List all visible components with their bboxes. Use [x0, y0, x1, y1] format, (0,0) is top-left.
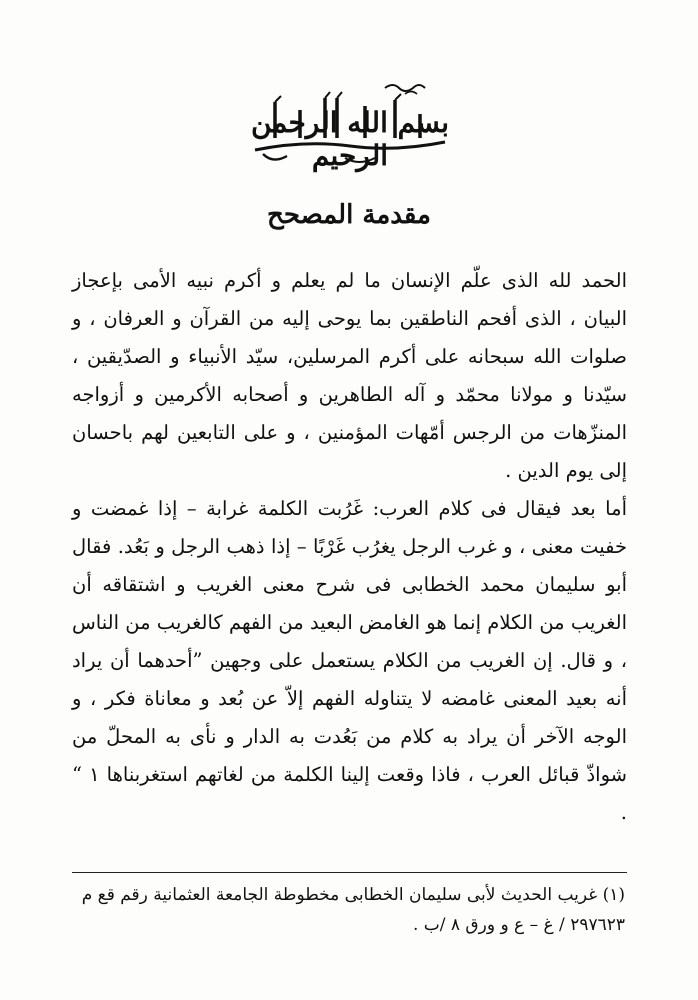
footnote — [80, 880, 625, 940]
bismillah-text: بسم الله الرحمن الرحيم — [250, 106, 450, 172]
footnote-divider — [72, 872, 627, 873]
footnote-line-2: ٢٩٧٦٢٣ / غ – ع و ورق ٨ /ب . — [412, 915, 625, 935]
paragraph-2: أما بعد فيقال فى كلام العرب: غَرُبت الكلمة غرابة – إذا غمضت و خفيت معنى ، و غرب الرجل يغرُب غَرْبًا – إذا ذهب الرجل و بَعُد. فقال أبو سليمان محمد الخطابى فى شرح معنى الغريب و اشتقاقه أن الغريب من الكلام إنما هو الغامض البعيد من الفهم كالغريب من الناس ، و قال. إن الغريب من الكلام يستعمل على وجهين ”أحدهما أن يراد أنه بعيد المعنى غامضه لا يتناوله الفهم إلاّ عن بُعد و معاناة فكر ، و الوجه الآخر أن يراد به كلام من بَعُدت به الدار و نأى به المحلّ من شواذّ قبائل العرب ، فاذا وقعت إلينا الكلمة من لغاتهم استغربناها ١ “ . — [72, 497, 627, 824]
body-text — [72, 262, 627, 832]
paragraph-1: الحمد لله الذى علّم الإنسان ما لم يعلم و أكرم نبيه الأمى بإعجاز البيان ، الذى أفحم الناطقين بما يوحى إليه من القرآن و العرفان ، و صلوات الله سبحانه على أكرم المرسلين، سيّد الأنبياء و الصدّيقين ، سيّدنا و مولانا محمّد و آله الطاهرين و أصحابه الأكرمين و أزواجه المنزّهات من الرجس أمّهات المؤمنين ، و على التابعين لهم باحسان إلى يوم الدين . — [72, 269, 627, 482]
bismillah-calligraphy — [245, 80, 455, 170]
footnote-line-1: (١) غريب الحديث لأبى سليمان الخطابى مخطوطة الجامعة العثمانية رقم قع م — [81, 885, 625, 905]
page-title: مقدمة المصحح — [267, 200, 431, 230]
